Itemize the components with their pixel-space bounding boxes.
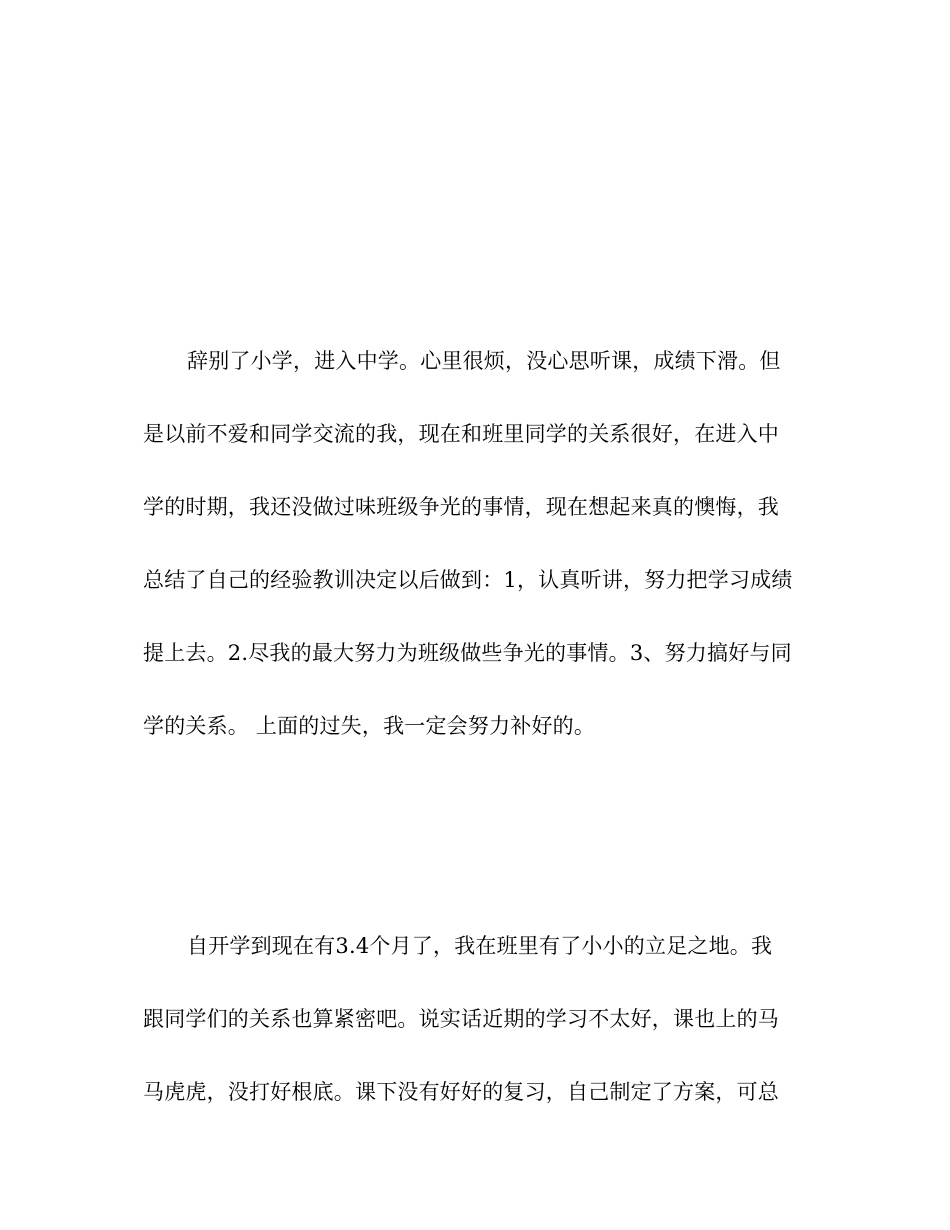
paragraph-line: 提上去。2.尽我的最大努力为班级做些争光的事情。3、努力搞好与同 [143, 641, 792, 665]
paragraph-line: 辞别了小学，进入中学。心里很烦，没心思听课，成绩下滑。但 [187, 349, 781, 373]
paragraph-line: 自开学到现在有3.4个月了，我在班里有了小小的立足之地。我 [187, 934, 773, 958]
paragraph-line: 总结了自己的经验教训决定以后做到：1，认真听讲，努力把学习成绩 [143, 568, 793, 592]
paragraph-line: 学的关系。 上面的过失，我一定会努力补好的。 [143, 714, 596, 738]
paragraph-line: 是以前不爱和同学交流的我，现在和班里同学的关系很好，在进入中 [143, 422, 779, 446]
paragraph-line: 学的时期，我还没做过味班级争光的事情，现在想起来真的懊悔，我 [143, 495, 779, 519]
paragraph-line: 马虎虎，没打好根底。课下没有好好的复习，自己制定了方案，可总 [143, 1080, 779, 1104]
paragraph-line: 跟同学们的关系也算紧密吧。说实话近期的学习不太好，课也上的马 [143, 1007, 779, 1031]
paragraph-1 [143, 341, 813, 779]
paragraph-2 [143, 926, 813, 1145]
